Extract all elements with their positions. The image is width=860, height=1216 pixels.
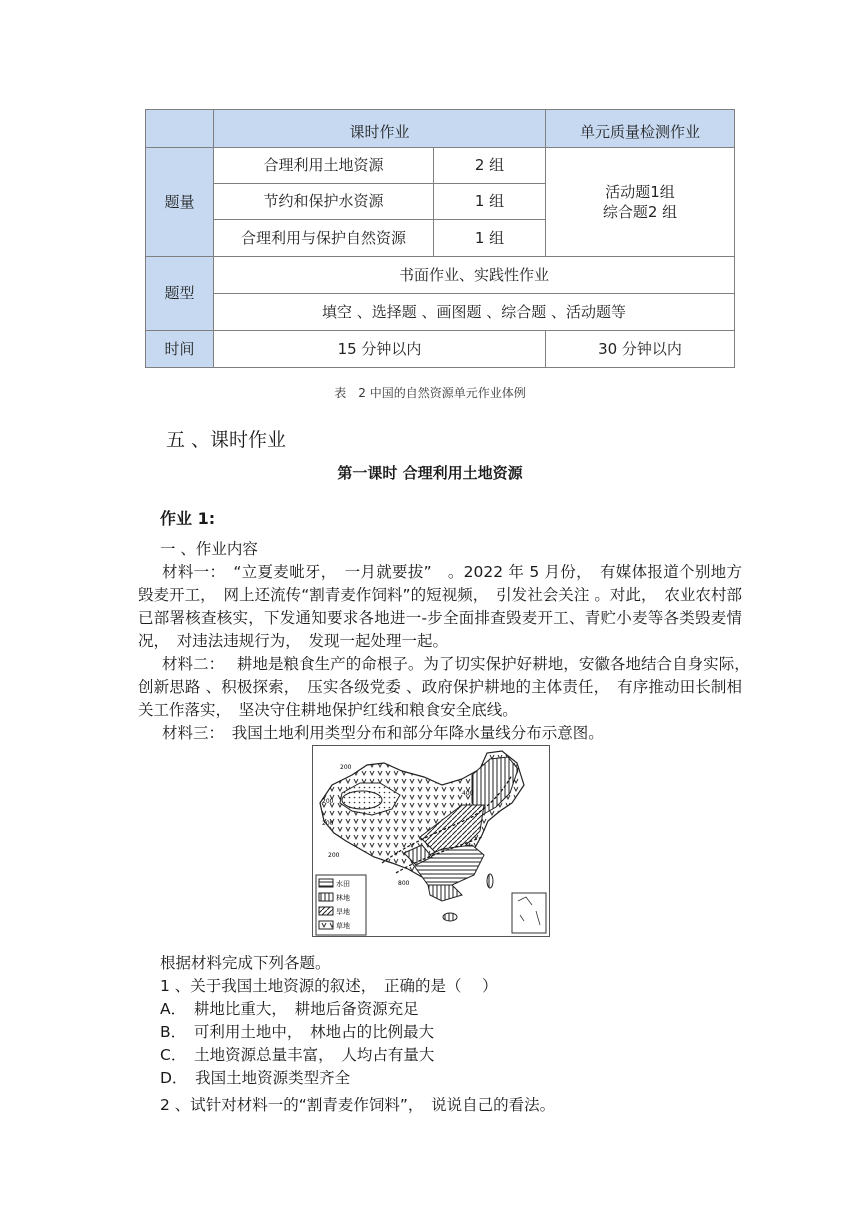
material-1: 材料一： “立夏麦呲牙， 一月就要拔” 。2022 年 5 月份， 有媒体报道个别地方毁麦开工， 网上还流传“割青麦作饲料”的短视频， 引发社会关注 。对此， 农业农村部已部署核查核实，下发通知要求各地进一-步全面排查毁麦开工、青贮小麦等各类毁麦情况， 对违法违规行为， 发现一起处理一起。 <box>138 563 742 650</box>
count-cell: 2 组 <box>434 148 546 184</box>
homework-title: 作业 1: <box>160 509 216 528</box>
legend-label: 水田 <box>336 880 350 888</box>
option-c: C． 土地资源总量丰富， 人均占有量大 <box>160 1046 435 1064</box>
topic-cell: 合理利用土地资源 <box>214 148 434 184</box>
question-1: 1 、关于我国土地资源的叙述， 正确的是（ ） <box>160 977 498 995</box>
table-caption: 表 2 中国的自然资源单元作业体例 <box>334 386 526 400</box>
isoline-label: 200 <box>328 852 340 859</box>
row-label-quantity: 题量 <box>146 148 214 257</box>
content-heading: 一 、作业内容 <box>160 540 258 558</box>
topic-cell: 合理利用与保护自然资源 <box>214 220 434 257</box>
section-title: 五 、课时作业 <box>166 429 287 451</box>
legend-swatch <box>319 907 333 915</box>
row-label-type: 题型 <box>146 257 214 331</box>
legend-label: 旱地 <box>336 908 350 916</box>
option-a: A． 耕地比重大， 耕地后备资源充足 <box>160 1000 419 1018</box>
land-use-map <box>312 745 550 937</box>
materials-block <box>138 561 758 745</box>
hainan-island <box>443 913 457 921</box>
isoline-label: 200 <box>340 764 352 771</box>
instruction: 根据材料完成下列各题。 <box>160 954 331 972</box>
legend-label: 草地 <box>336 922 350 930</box>
legend-swatch <box>319 921 333 929</box>
lesson-title: 第一课时 合理利用土地资源 <box>337 464 523 482</box>
unit-quantity-line: 综合题2 组 <box>602 203 678 221</box>
option-d: D． 我国土地资源类型齐全 <box>160 1069 351 1087</box>
taiwan-island <box>487 874 493 888</box>
topic-cell: 节约和保护水资源 <box>214 184 434 220</box>
option-b: B． 可利用土地中， 林地占的比例最大 <box>160 1023 435 1041</box>
material-2: 材料二： 耕地是粮食生产的命根子。为了切实保护好耕地，安徽各地结合自身实际， 创新思路 、积极探索， 压实各级党委 、政府保护耕地的主体责任， 有序推动田长制相关工作落实， 坚决守住耕地保护红线和粮食安全底线。 <box>138 655 758 719</box>
isoline-label: 800 <box>398 880 410 887</box>
unit-time-cell: 30 分钟以内 <box>546 331 735 368</box>
south-sea-inset <box>512 893 546 933</box>
isoline-label: 400 <box>462 790 474 797</box>
map-legend <box>316 875 366 935</box>
count-cell: 1 组 <box>434 184 546 220</box>
isoline-label: 200 <box>322 798 334 805</box>
isoline-label: 200 <box>322 820 334 827</box>
type-row-1: 书面作业、实践性作业 <box>214 257 735 294</box>
count-cell: 1 组 <box>434 220 546 257</box>
unit-quantity-line: 活动题1组 <box>605 182 675 201</box>
header-class-homework: 课时作业 <box>214 110 546 148</box>
type-row-2: 填空 、选择题 、画图题 、综合题 、活动题等 <box>214 294 735 331</box>
table-corner-cell <box>146 110 214 148</box>
material-3: 材料三： 我国土地利用类型分布和部分年降水量线分布示意图。 <box>162 724 604 742</box>
row-label-time: 时间 <box>146 331 214 368</box>
legend-swatch <box>319 893 333 901</box>
legend-swatch <box>319 879 333 887</box>
header-unit-homework: 单元质量检测作业 <box>546 110 735 148</box>
unit-quantity-cell <box>546 148 735 257</box>
class-time-cell: 15 分钟以内 <box>214 331 546 368</box>
question-2: 2 、试针对材料一的“割青麦作饲料”， 说说自己的看法。 <box>160 1096 556 1114</box>
homework-plan-table <box>145 109 735 368</box>
legend-label: 林地 <box>336 894 350 902</box>
